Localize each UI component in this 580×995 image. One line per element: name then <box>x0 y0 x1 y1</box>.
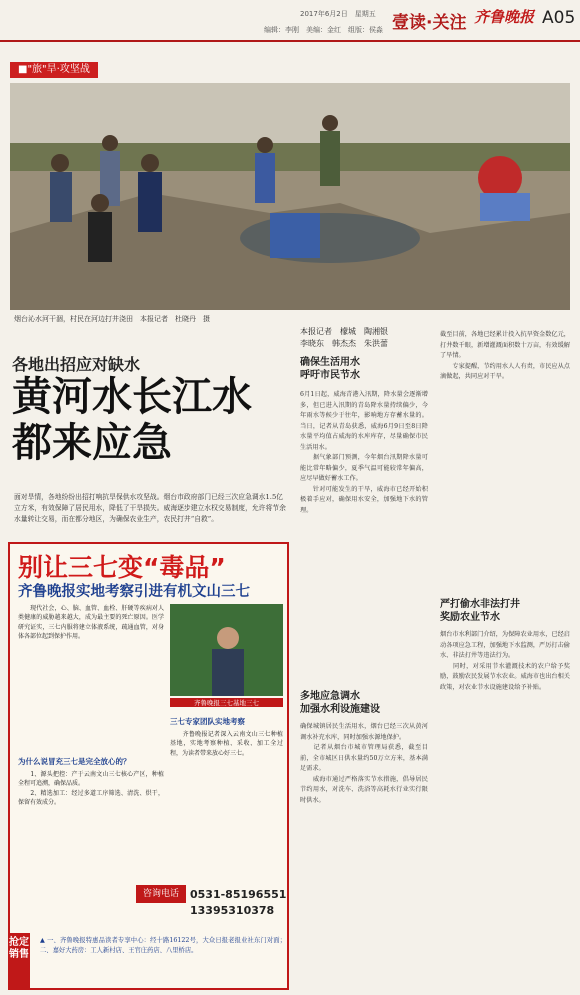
ad-body-b: 齐鲁晚报记者深入云南文山三七种植基地，实地考察种植、采收、加工全过程，为读者带来放心好三七。 <box>170 731 283 757</box>
ad-subtitle: 齐鲁晚报实地考察引进有机文山三七 <box>18 584 250 600</box>
ad-phone-1[interactable]: 0531-85196551 <box>190 888 287 901</box>
photo-caption: 烟台沁水河干涸，村民在河边打井浇田 本报记者 杜晓丹 摄 <box>14 315 210 323</box>
ad-subhead-a: 为什么说冒充三七是完全放心的？ <box>18 757 131 766</box>
story-column-4: 烟台市水利部门介绍，为保障农业用水，已经启动各项应急工程，加强地下水监测，严厉打击偷水、非法打井等违法行为。 同时，对采用节水灌溉技术的农户给予奖励，鼓励农民发展节水农业。威海市也出台相关政策，对农业节水设施建设给予补贴。 <box>440 631 570 691</box>
story-column-3: 截至目前，各地已经累计投入抗旱资金数亿元，打井数千眼，新增灌溉面积数十万亩，有效缓解了旱情。 专家提醒，节约用水人人有责，市民应从点滴做起，共同应对干旱。 <box>440 331 570 380</box>
page-number: A05 <box>542 8 576 28</box>
issue-date: 2017年6月2日 星期五 <box>300 10 376 18</box>
ad-phone-2[interactable]: 13395310378 <box>190 904 275 917</box>
section-tag: ■"旅"旱·攻坚战 <box>10 62 98 78</box>
subhead-3: 严打偷水非法打井 奖励农业节水 <box>440 599 520 623</box>
story-headline: 黄河水长江水都来应急 <box>12 374 252 466</box>
byline-line2: 李晓东 韩杰杰 朱洪蕾 <box>300 339 388 348</box>
news-photo <box>10 83 570 310</box>
ad-phone-label: 咨询电话 <box>136 885 186 903</box>
story-column-1: 6月1日起，威海青港入汛期，降水量会逐渐增多，但已进入汛期的青岛降水量持续偏少，今年雨水等候少于往年，影响地方存蓄水量的。当日，记者从青岛获悉，威海6月9日至8日降水量平均值占威海的水库库存，尽量确保市民生活用水。 据气象部门预测，今年烟台汛期降水量可能比常年略偏少，夏季气温可能较常年偏高，应尽早做好蓄水工作。 针对可能发生的干旱，威海市已经开始积极着手应对，确保用水安全，加强地下水的管理。 <box>300 391 428 514</box>
ad-title: 别让三七变“毒品” <box>18 553 226 582</box>
byline <box>300 326 450 350</box>
advertisement <box>8 542 289 990</box>
page-header <box>0 0 580 42</box>
ad-photo-caption: 齐鲁晚报三七基地三七 <box>170 698 283 707</box>
ad-subhead-b: 三七专家团队实地考察 <box>170 717 245 726</box>
subhead-1: 确保生活用水 呼吁市民节水 <box>300 357 360 381</box>
section-title: 壹读·关注 <box>392 13 467 33</box>
subhead-2: 多地应急调水 加强水利设施建设 <box>300 691 380 715</box>
byline-line1: 本报记者 檬城 陶湘银 <box>300 327 388 336</box>
editor-credits: 编辑：李刚 美编：金红 组版：侯淼 <box>264 26 383 34</box>
ad-side-label: 抢定销售 <box>8 933 30 990</box>
ad-body-a: 1、源头把控：产于云南文山三七核心产区，种植全程可追溯，确保品质。 2、精选加工：经过多道工序筛选、清洗、烘干，保留有效成分。 <box>18 771 164 807</box>
ad-intro: 现代社会，心、脑、血管、血栓、肝硬等疾病对人类健康的威胁越来越大，成为最主要的死亡原因。医学研究证实，三七内服将建立体液系统，疏通血管，对身体各部位起到保护作用。 <box>18 605 164 641</box>
story-kicker: 各地出招应对缺水 <box>12 355 141 374</box>
story-column-2: 确保城镇居民生活用水，烟台已经三次从黄河调水补充水库，同时加强水源地保护。 记者从烟台市城市管理局获悉，截至目前，全市城区日供水量约50万立方米，基本满足需求。 威海市通过严格落实节水措施，倡导居民节约用水，对洗车、洗浴等高耗水行业实行限时供水。 <box>300 723 428 804</box>
story-lead: 面对旱情，各地纷纷出招打响抗旱保供水攻坚战。烟台市政府部门已经三次应急调水1.5亿立方米，有效保障了居民用水，降低了干旱损失。威海逐步建立水权交易制度，允许将节余水量转让交易，而在都分地区，为确保农业生产，农民打井“自救”。 <box>14 493 286 523</box>
ad-bottom-text: ▲ 一、齐鲁晚报特惠品读者专享中心：经十路16122号，大众日报老报业社东门对面；二、嘉好大药房：工人新村店、王官庄药店、八里桥店。 <box>40 937 286 954</box>
newspaper-logo: 齐鲁晚报 <box>474 8 535 26</box>
ad-product-photo <box>170 604 283 696</box>
